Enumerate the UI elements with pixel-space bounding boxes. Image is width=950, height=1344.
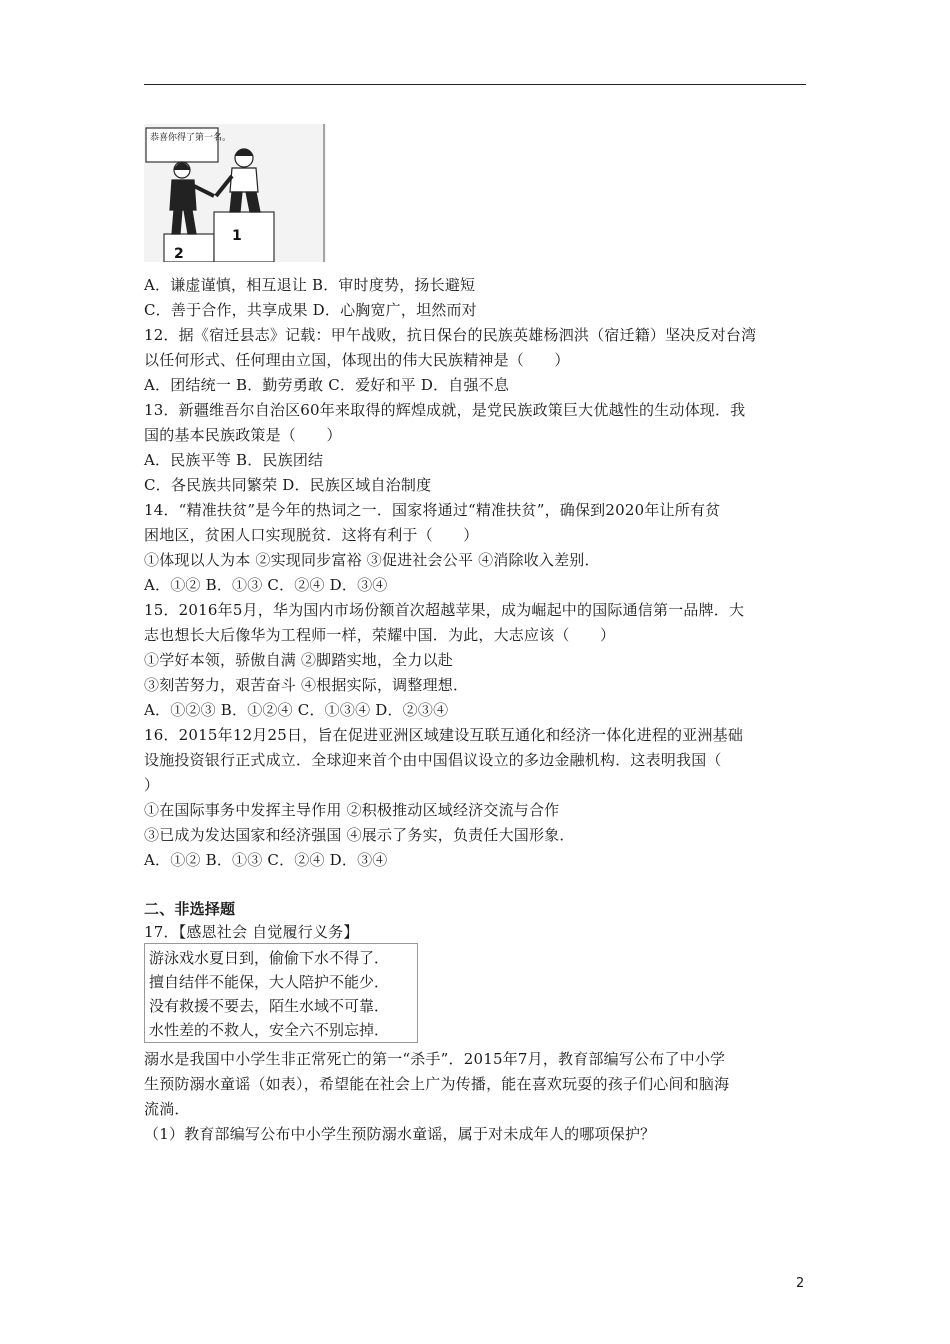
q16-stem-line-1: 16．2015年12月25日，旨在促进亚洲区域建设互联互通化和经济一体化进程的亚洲基础 [144,726,744,744]
q14-statements: ①体现以人为本 ②实现同步富裕 ③促进社会公平 ④消除收入差别． [144,551,600,569]
q13-stem-line-1: 13．新疆维吾尔自治区60年来取得的辉煌成就，是党民族政策巨大优越性的生动体现．我 [144,401,746,419]
q15-stem-line-1: 15．2016年5月，华为国内市场份额首次超越苹果，成为崛起中的国际通信第一品牌．大 [144,601,745,619]
q14-options: A．①② B．①③ C．②④ D．③④ [144,576,388,594]
q12-options: A．团结统一 B．勤劳勇敢 C．爱好和平 D．自强不息 [144,376,510,394]
poem-line-3: 没有救援不要去，陌生水域不可靠． [149,997,390,1015]
q15-stem-line-2: 志也想长大后像华为工程师一样，荣耀中国．为此，大志应该（ ） [144,626,616,644]
speech-bubble-text: 恭喜你得了第一名。 [150,133,232,143]
page-number: 2 [796,1276,805,1291]
q16-statements-line-1: ①在国际事务中发挥主导作用 ②积极推动区域经济交流与合作 [144,801,560,819]
q17-title: 17．【感恩社会 自觉履行义务】 [144,923,359,941]
poem-line-4: 水性差的不救人，安全六不别忘掉． [149,1021,390,1039]
podium-label-left: 2 [174,246,184,262]
q16-options: A．①② B．①③ C．②④ D．③④ [144,851,388,869]
q15-statements-line-2: ③刻苦努力，艰苦奋斗 ④根据实际，调整理想． [144,676,469,694]
q14-stem-line-2: 困地区，贫困人口实现脱贫．这将有利于（ ） [144,526,479,544]
header-rule [144,84,806,85]
q13-options-line-1: A．民族平等 B．民族团结 [144,451,324,469]
poem-box [144,943,418,1043]
q17-body-line-2: 生预防溺水童谣（如表），希望能在社会上广为传播，能在喜欢玩耍的孩子们心间和脑海 [144,1075,730,1093]
q12-stem-line-2: 以任何形式、任何理由立国，体现出的伟大民族精神是（ ） [144,351,570,369]
poem-line-1: 游泳戏水夏日到，偷偷下水不得了． [149,949,390,967]
q13-options-line-2: C．各民族共同繁荣 D．民族区域自治制度 [144,476,432,494]
q15-options: A．①②③ B．①②④ C．①③④ D．②③④ [144,701,449,719]
q16-stem-line-2: 设施投资银行正式成立．全球迎来首个由中国倡议设立的多边金融机构．这表明我国（ [144,751,722,769]
q13-stem-line-2: 国的基本民族政策是（ ） [144,426,342,444]
q17-body-line-3: 流淌． [144,1100,190,1118]
q17-body-line-1: 溺水是我国中小学生非正常死亡的第一“杀手”．2015年7月，教育部编写公布了中小学 [144,1050,726,1068]
cartoon-illustration [144,124,326,262]
q14-stem-line-1: 14．“精准扶贫”是今年的热词之一．国家将通过“精准扶贫”，确保到2020年让所有贫 [144,501,721,519]
q16-stem-line-3: ） [144,776,160,794]
q12-stem-line-1: 12．据《宿迁县志》记载：甲午战败，抗日保台的民族英雄杨泗洪（宿迁籍）坚决反对台湾 [144,326,757,344]
q16-statements-line-2: ③已成为发达国家和经济强国 ④展示了务实，负责任大国形象． [144,826,575,844]
q17-subquestion-1: （1）教育部编写公布中小学生预防溺水童谣，属于对未成年人的哪项保护？ [144,1125,656,1143]
poem-line-2: 擅自结伴不能保，大人陪护不能少． [149,973,390,991]
q15-statements-line-1: ①学好本领，骄傲自满 ②脚踏实地，全力以赴 [144,651,453,669]
podium-label-right: 1 [232,228,242,244]
section-title: 二、非选择题 [144,900,236,918]
q11-option-line-2: C．善于合作，共享成果 D．心胸宽广，坦然而对 [144,301,477,319]
q11-option-line-1: A．谦虚谨慎，相互退让 B．审时度势，扬长避短 [144,276,476,294]
